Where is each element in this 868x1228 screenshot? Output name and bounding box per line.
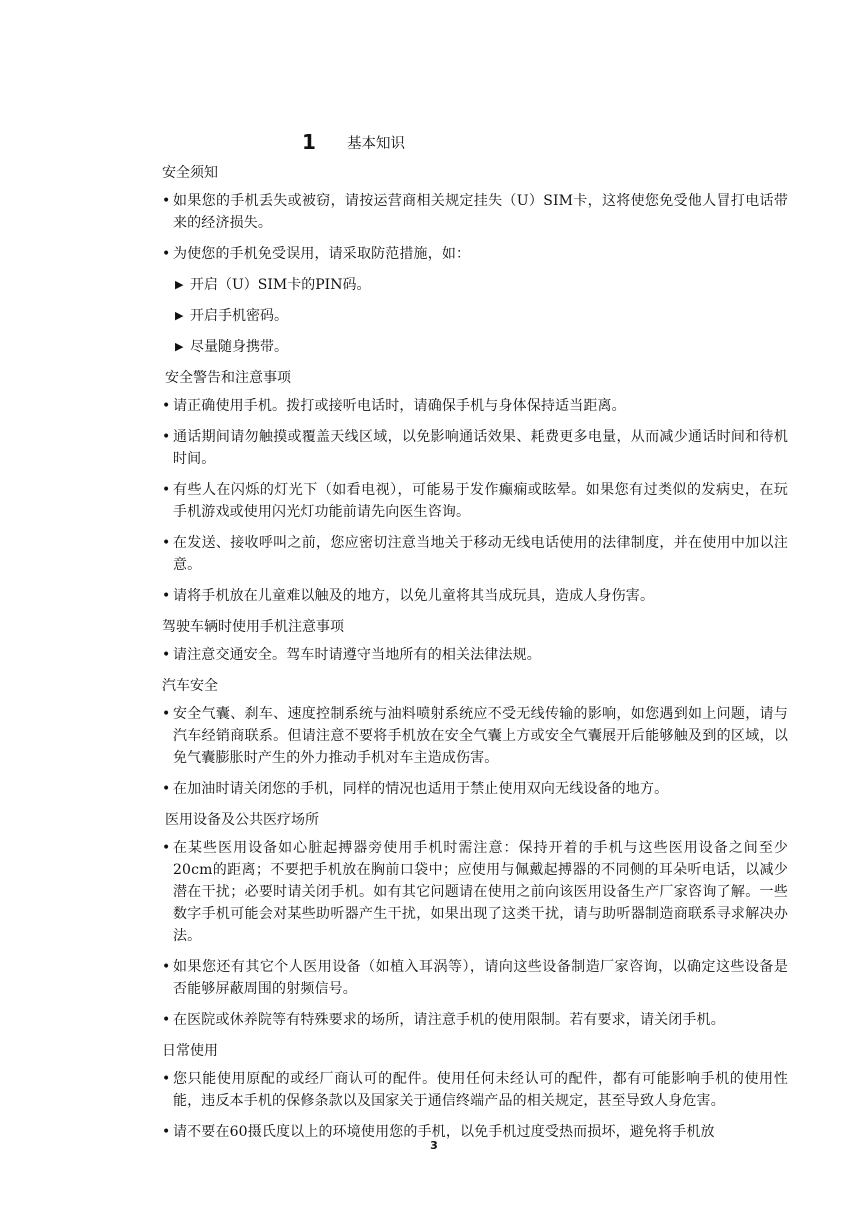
section-heading-driving: 驾驶车辆时使用手机注意事项 [162, 619, 344, 635]
bullet-dot-icon: • [162, 959, 171, 975]
chapter-number: 1 [302, 130, 316, 154]
triangle-bullet-icon: ▶ [175, 309, 184, 322]
bullet-dot-icon: • [162, 706, 171, 722]
sub-list-item-text: 开启手机密码。 [190, 308, 288, 324]
section-heading-daily-use: 日常使用 [162, 1043, 218, 1059]
list-item [162, 585, 788, 607]
list-item-text: 请注意交通安全。驾车时请遵守当地所有的相关法律法规。 [173, 647, 541, 663]
list-item-text: 安全气囊、刹车、速度控制系统与油料喷射系统应不受无线传输的影响，如您遇到如上问题，请与汽车经销商联系。但请注意不要将手机放在安全气囊上方或安全气囊展开后能够触及到的区域，以免气囊膨胀时产生的外力推动手机对车主造成伤害。 [173, 706, 788, 766]
sub-list-item-text: 尽量随身携带。 [190, 339, 288, 355]
bullet-list [162, 644, 788, 666]
bullet-dot-icon: • [162, 1124, 171, 1140]
section-heading-medical: 医用设备及公共医疗场所 [165, 812, 319, 828]
triangle-bullet-icon: ▶ [175, 340, 184, 353]
bullet-dot-icon: • [162, 1071, 171, 1087]
list-item-text: 如果您的手机丢失或被窃，请按运营商相关规定挂失（U）SIM卡，这将使您免受他人冒打电话带来的经济损失。 [173, 193, 788, 231]
bullet-list [162, 703, 788, 800]
chapter-title: 基本知识 [347, 136, 405, 152]
list-item-text: 在发送、接收呼叫之前，您应密切注意当地关于移动无线电话使用的法律制度，并在使用中加以注意。 [173, 535, 788, 573]
sub-list-item [162, 305, 788, 327]
triangle-bullet-icon: ▶ [175, 278, 184, 291]
section-heading-car-safety: 汽车安全 [162, 678, 218, 694]
list-item [162, 243, 788, 265]
page-content [162, 162, 788, 1152]
sub-list-item [162, 336, 788, 358]
list-item [162, 837, 788, 947]
list-item-text: 为使您的手机免受误用，请采取防范措施，如： [173, 246, 471, 262]
bullet-dot-icon: • [162, 398, 171, 414]
list-item [162, 190, 788, 234]
list-item-text: 在加油时请关闭您的手机，同样的情况也适用于禁止使用双向无线设备的地方。 [173, 781, 669, 797]
list-item [162, 1009, 788, 1031]
list-item [162, 426, 788, 470]
section-heading-safety-warnings: 安全警告和注意事项 [165, 370, 291, 386]
sub-list-item-text: 开启（U）SIM卡的PIN码。 [190, 277, 371, 293]
sub-list-item [162, 274, 788, 296]
list-item [162, 703, 788, 769]
list-item [162, 778, 788, 800]
list-item-text: 在某些医用设备如心脏起搏器旁使用手机时需注意：保持开着的手机与这些医用设备之间至少20cm的距离；不要把手机放在胸前口袋中；应使用与佩戴起搏器的不同侧的耳朵听电话，以减少潜在干扰；必要时请关闭手机。如有其它问题请在使用之前向该医用设备生产厂家咨询了解。一些数字手机可能会对某些助听器产生干扰，如果出现了这类干扰，请与助听器制造商联系寻求解决办法。 [173, 840, 788, 944]
list-item [162, 1068, 788, 1112]
bullet-dot-icon: • [162, 781, 171, 797]
bullet-dot-icon: • [162, 647, 171, 663]
chapter-heading [0, 130, 868, 156]
sub-bullet-list [162, 274, 788, 358]
bullet-list [162, 190, 788, 265]
bullet-dot-icon: • [162, 840, 171, 856]
bullet-list [162, 1068, 788, 1143]
list-item-text: 请正确使用手机。拨打或接听电话时，请确保手机与身体保持适当距离。 [173, 398, 626, 414]
bullet-dot-icon: • [162, 1012, 171, 1028]
list-item [162, 532, 788, 576]
list-item-text: 您只能使用原配的或经厂商认可的配件。使用任何未经认可的配件，都有可能影响手机的使用性能，违反本手机的保修条款以及国家关于通信终端产品的相关规定，甚至导致人身危害。 [173, 1071, 788, 1109]
list-item [162, 956, 788, 1000]
list-item-text: 有些人在闪烁的灯光下（如看电视），可能易于发作癫痫或眩晕。如果您有过类似的发病史，在玩手机游戏或使用闪光灯功能前请先向医生咨询。 [173, 482, 788, 520]
bullet-dot-icon: • [162, 429, 171, 445]
page-number: 3 [430, 1139, 438, 1152]
list-item [162, 395, 788, 417]
list-item-text: 请将手机放在儿童难以触及的地方，以免儿童将其当成玩具，造成人身伤害。 [173, 588, 655, 604]
list-item-text: 在医院或休养院等有特殊要求的场所，请注意手机的使用限制。若有要求，请关闭手机。 [173, 1012, 725, 1028]
bullet-dot-icon: • [162, 535, 171, 551]
list-item [162, 644, 788, 666]
list-item-text: 请不要在60摄氏度以上的环境使用您的手机，以免手机过度受热而损坏，避免将手机放 [173, 1124, 715, 1140]
bullet-dot-icon: • [162, 588, 171, 604]
section-heading-safety-notice: 安全须知 [162, 165, 218, 181]
list-item-text: 如果您还有其它个人医用设备（如植入耳涡等），请向这些设备制造厂家咨询，以确定这些设备是否能够屏蔽周围的射频信号。 [173, 959, 788, 997]
bullet-dot-icon: • [162, 482, 171, 498]
list-item-text: 通话期间请勿触摸或覆盖天线区域，以免影响通话效果、耗费更多电量，从而减少通话时间和待机时间。 [173, 429, 788, 467]
list-item [162, 479, 788, 523]
bullet-list [162, 837, 788, 1031]
bullet-list [162, 395, 788, 607]
bullet-dot-icon: • [162, 193, 171, 209]
bullet-dot-icon: • [162, 246, 171, 262]
